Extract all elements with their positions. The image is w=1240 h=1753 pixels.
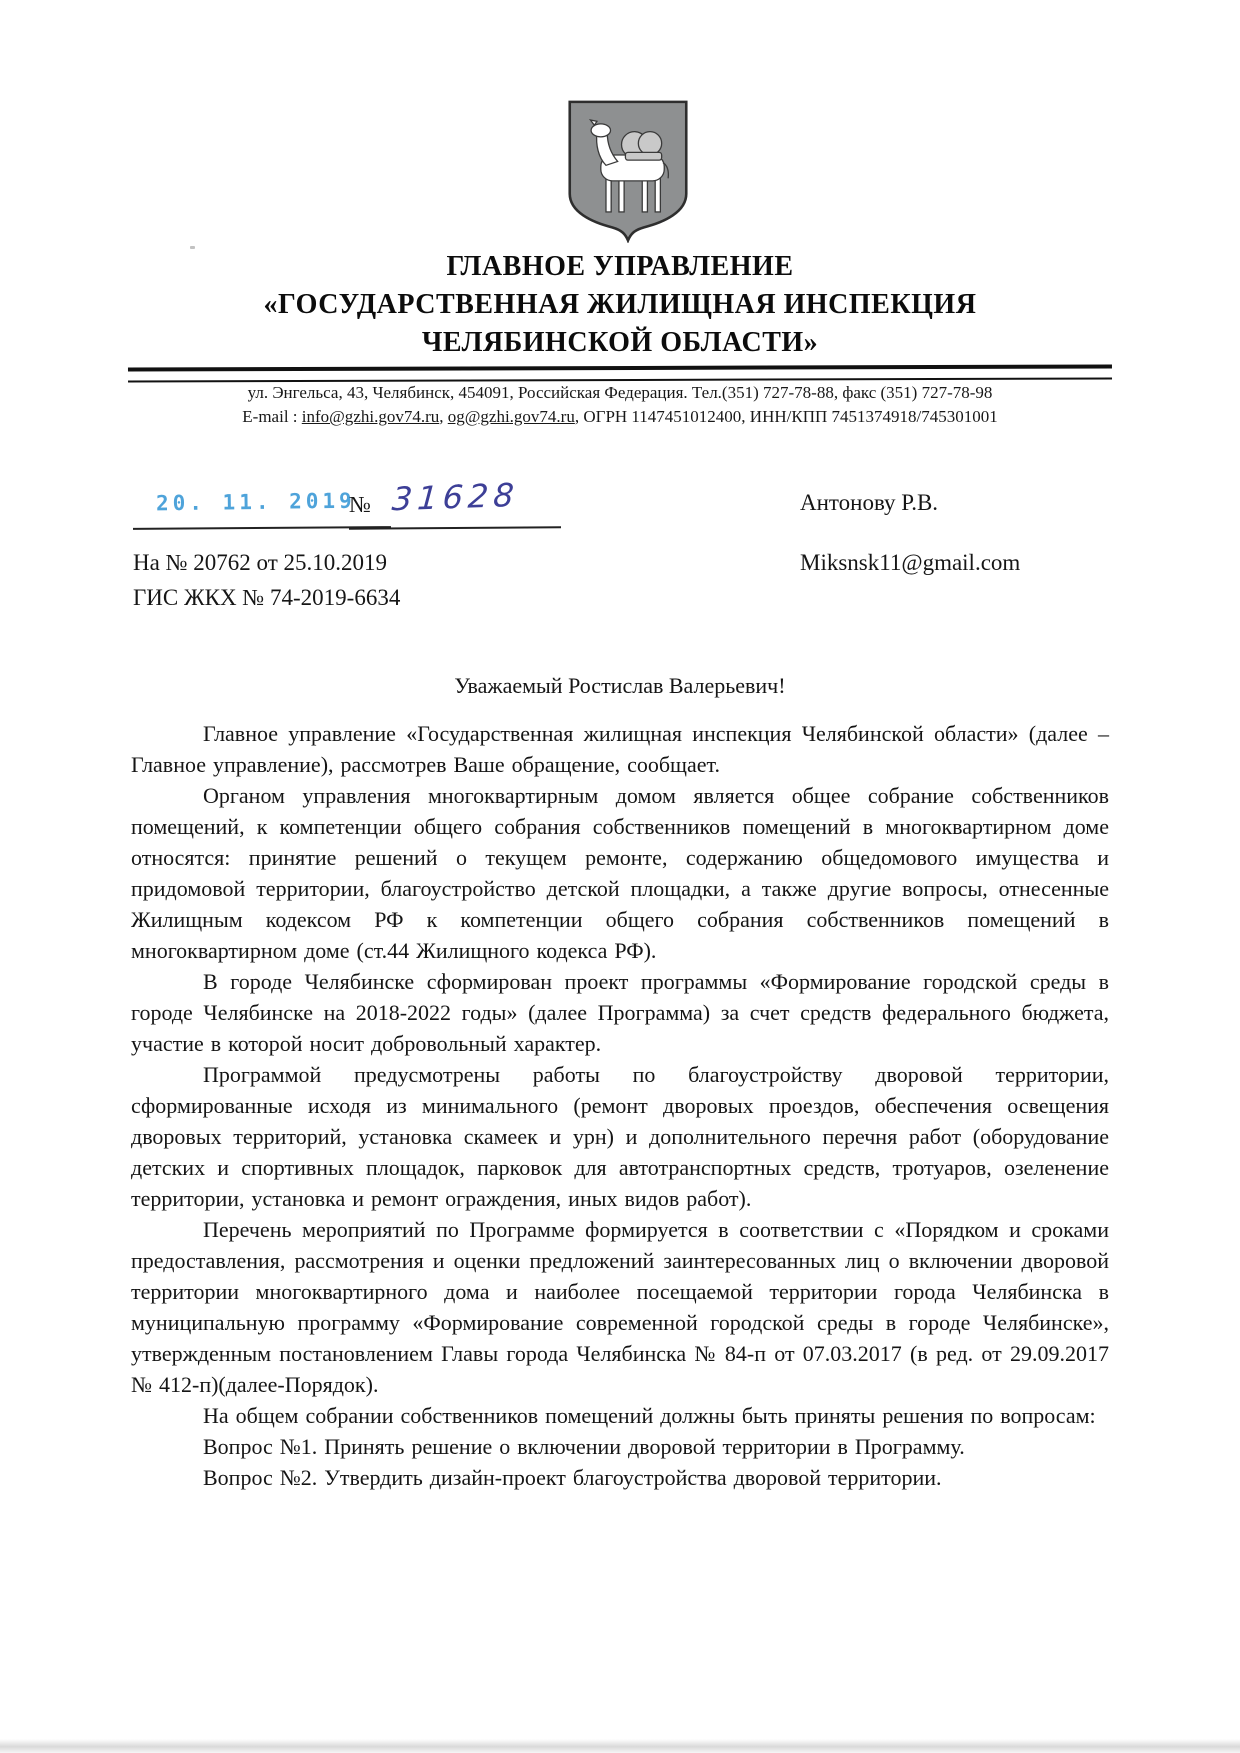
org-name-line1: ГЛАВНОЕ УПРАВЛЕНИЕ	[446, 251, 794, 282]
org-email-1: info@gzhi.gov74.ru	[301, 407, 440, 426]
paragraph-meeting-decisions: На общем собрании собственников помещений должны быть приняты решения по вопросам:	[203, 1403, 1096, 1428]
incoming-date-stamp: 20. 11. 2019	[155, 488, 356, 516]
reply-to-reference: На № 20762 от 25.10.2019	[133, 550, 388, 575]
handwritten-outgoing-number: 31628	[390, 475, 521, 519]
email-separator: ,	[439, 407, 448, 426]
paragraph-works-list: Программой предусмотрены работы по благоустройству дворовой территории, сформированные исходя из минимального (ремонт дворовых проездов, обеспечения освещения дворовых территорий, установка скамеек и урн) и дополнительного перечня работ (оборудование детских и спортивных площадок, парковок для автотранспортных средств, тротуаров, озеленение территории, установка и ремонт ограждения, иных видов работ).	[131, 1062, 1109, 1211]
letterhead-divider-rule	[128, 364, 1112, 382]
scan-bottom-smudge	[0, 1739, 1240, 1753]
org-contacts-line	[130, 407, 1110, 427]
email-label: E-mail :	[242, 407, 302, 426]
question-1: Вопрос №1. Принять решение о включении дворовой территории в Программу.	[203, 1434, 965, 1459]
org-address-line: ул. Энгельса, 43, Челябинск, 454091, Российская Федерация. Тел.(351) 727-78-88, факс (351) 727-78-98	[247, 383, 993, 402]
number-underline	[349, 526, 561, 529]
org-email-2: og@gzhi.gov74.ru	[447, 407, 575, 426]
gis-zhkh-reference: ГИС ЖКХ № 74-2019-6634	[133, 585, 401, 610]
paragraph-mkd-governance: Органом управления многоквартирным домом является общее собрание собственников помещений, к компетенции общего собрания собственников помещений в многоквартирном доме относятся: принятие решений о текущем ремонте, содержанию общедомового имущества и придомовой территории, благоустройство детской площадки, а также другие вопросы, отнесенные Жилищным кодексом РФ к компетенции общего собрания собственников помещений в многоквартирном доме (ст.44 Жилищного кодекса РФ).	[131, 783, 1109, 963]
camel-shield-coat-of-arms-icon	[563, 98, 693, 243]
question-2: Вопрос №2. Утвердить дизайн-проект благоустройства дворовой территории.	[203, 1465, 942, 1490]
paragraph-intro: Главное управление «Государственная жилищная инспекция Челябинской области» (далее – Главное управление), рассмотрев Ваше обращение, сообщает.	[131, 721, 1109, 777]
recipient-name: Антонову Р.В.	[800, 490, 939, 515]
letter-body	[131, 670, 1109, 1493]
number-sign: №	[349, 492, 371, 517]
org-name-line3: ЧЕЛЯБИНСКОЙ ОБЛАСТИ»	[421, 327, 819, 358]
org-registration-numbers: , ОГРН 1147451012400, ИНН/КПП 7451374918/745301001	[574, 407, 998, 426]
recipient-email: Miksnsk11@gmail.com	[800, 550, 1021, 575]
org-name-line2: «ГОСУДАРСТВЕННАЯ ЖИЛИЩНАЯ ИНСПЕКЦИЯ	[263, 289, 977, 320]
paragraph-program: В городе Челябинске сформирован проект программы «Формирование городской среды в городе Челябинске на 2018-2022 годы» (далее Программа) за счет средств федерального бюджета, участие в которой носит добровольный характер.	[131, 969, 1109, 1056]
salutation: Уважаемый Ростислав Валерьевич!	[454, 673, 786, 698]
paragraph-poryadok: Перечень мероприятий по Программе формируется в соответствии с «Порядком и сроками предоставления, рассмотрения и оценки предложений заинтересованных лиц о включении дворовой территории многоквартирного дома и наиболее посещаемой территории города Челябинска в муниципальную программу «Формирование современной городской среды в городе Челябинске», утвержденным постановлением Главы города Челябинска № 84-п от 07.03.2017 (в ред. от 29.09.2017 № 412-п)(далее-Порядок).	[131, 1217, 1109, 1397]
